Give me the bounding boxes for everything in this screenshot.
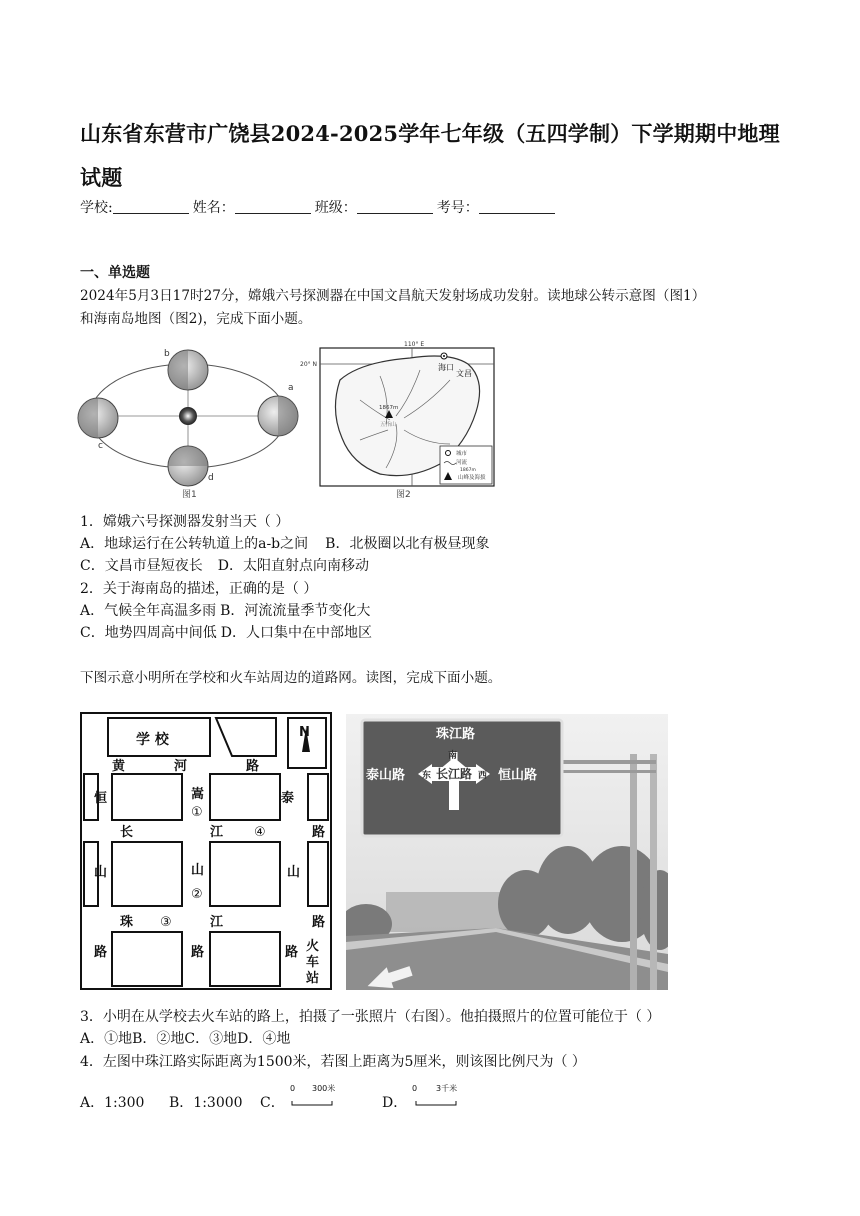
number-blank[interactable] (479, 199, 555, 214)
huanghe-road-char-2: 河 (174, 759, 188, 774)
label-a: a (288, 383, 294, 393)
huanghe-road-char-3: 路 (246, 759, 260, 774)
songshan-road-char-2: 山 (191, 863, 205, 878)
figure-1-caption: 图1 (182, 490, 197, 500)
intro-1-line-2: 和海南岛地图（图2)，完成下面小题。 (80, 311, 312, 327)
intro-1-line-1: 2024年5月3日17时27分，嫦娥六号探测器在中国文昌航天发射场成功发射。读地球公转示意图（图1） (80, 288, 706, 304)
station-char-1: 火 (306, 939, 320, 954)
taishan-road-char-1: 泰 (281, 791, 295, 806)
q2-options-row1 (80, 600, 370, 622)
songshan-road-char-1: 嵩 (191, 787, 205, 802)
station-char-2: 车 (306, 955, 320, 970)
q2-option-a[interactable]: A．气候全年高温多雨 (80, 603, 217, 619)
peak-name: 五指山 (380, 422, 397, 428)
sign-left-label: 泰山路 (366, 768, 406, 783)
zhujiang-road-char-3: 路 (312, 915, 326, 930)
hengshan-road-char-3: 路 (94, 945, 108, 960)
class-label: 班级： (314, 200, 357, 216)
q2-option-b[interactable]: B．河流流量季节变化大 (220, 603, 371, 619)
sign-pole (630, 754, 637, 990)
class-blank[interactable] (357, 199, 433, 214)
figure-1-earth-revolution (76, 340, 306, 502)
q4-stem: 4．左图中珠江路实际距离为1500米，若图上距离为5厘米，则该图比例尺为（ ） (80, 1054, 586, 1070)
changjiang-road-char-1: 长 (120, 825, 134, 840)
number-label: 考号： (436, 200, 479, 216)
scale-d-label: 3千米 (436, 1084, 458, 1093)
name-label: 姓名： (192, 200, 235, 216)
q4-option-a[interactable]: A．1:300 (80, 1095, 145, 1111)
school-label: 学 校 (136, 732, 169, 748)
q2-option-c[interactable]: C．地势四周高中间低 (80, 625, 217, 641)
longitude-label: 110° E (404, 341, 425, 348)
q1-option-c[interactable]: C．文昌市昼短夜长 (80, 558, 203, 574)
road-network-map (80, 712, 332, 990)
q1-options-row1 (80, 533, 489, 555)
q3-option-b[interactable]: B．②地 (132, 1031, 185, 1047)
hengshan-road-char-1: 恒 (94, 791, 108, 806)
point-4: ④ (254, 825, 266, 840)
student-info-line (80, 197, 559, 219)
q2-options-row2 (80, 622, 372, 644)
zhujiang-road-char-1: 珠 (120, 915, 134, 930)
sun-icon (179, 407, 197, 425)
title-line-2: 试题 (80, 165, 123, 190)
huanghe-road-char-1: 黄 (112, 759, 126, 774)
taishan-road-char-3: 路 (285, 945, 299, 960)
q3-option-c[interactable]: C．③地 (184, 1031, 238, 1047)
sign-center-label: 长江路 (436, 767, 473, 781)
q3-stem: 3．小明在从学校去火车站的路上，拍摄了一张照片（右图）。他拍摄照片的位置可能位于（ ） (80, 1009, 661, 1025)
legend-peak-elevation: 1867m (460, 468, 476, 473)
q1-stem: 1．嫦娥六号探测器发射当天（ ） (80, 514, 290, 530)
q3-option-a[interactable]: A．①地 (80, 1031, 133, 1047)
q1-option-a[interactable]: A．地球运行在公转轨道上的a-b之间 (80, 536, 309, 552)
q2-option-d[interactable]: D．人口集中在中部地区 (220, 625, 372, 641)
sign-right-label: 恒山路 (498, 768, 538, 783)
q2-stem: 2．关于海南岛的描述，正确的是（ ） (80, 581, 318, 597)
zhujiang-road-char-2: 江 (210, 915, 224, 930)
taishan-road-char-2: 山 (287, 865, 301, 880)
legend-city-label: 城市 (456, 451, 468, 457)
q1-option-d[interactable]: D．太阳直射点向南移动 (217, 558, 369, 574)
legend-city-icon (446, 451, 451, 456)
q1-option-b[interactable]: B．北极圈以北有极昼现象 (325, 536, 490, 552)
label-b: b (164, 349, 170, 359)
q1-options-row2 (80, 555, 369, 577)
label-d: d (208, 473, 214, 483)
school-blank[interactable] (113, 199, 189, 214)
label-c: c (98, 441, 103, 451)
q4-option-c-scale-bar (288, 1080, 344, 1110)
station-char-3: 站 (306, 971, 320, 986)
point-2: ② (191, 887, 203, 902)
sign-south-label: 南 (448, 751, 458, 761)
sign-west-label: 西 (478, 771, 488, 781)
legend-peak-label: 山峰及海拔 (458, 475, 486, 481)
q4-option-c[interactable]: C． (260, 1095, 285, 1111)
changjiang-road-char-3: 路 (312, 825, 326, 840)
sign-east-label: 东 (422, 771, 432, 781)
q4-option-d-scale-bar (410, 1080, 470, 1110)
name-blank[interactable] (235, 199, 311, 214)
point-1: ① (191, 805, 203, 820)
peak-elevation: 1867m (379, 405, 399, 411)
wenchang-label: 文昌 (456, 369, 472, 378)
latitude-label: 20° N (300, 361, 318, 368)
page-title (80, 112, 800, 200)
songshan-road-char-3: 路 (191, 945, 205, 960)
legend-river-label: 河流 (456, 460, 468, 466)
changjiang-road-char-2: 江 (210, 825, 224, 840)
q4-option-b[interactable]: B．1:3000 (169, 1095, 243, 1111)
q3-option-d[interactable]: D．④地 (237, 1031, 291, 1047)
q3-options (80, 1028, 290, 1050)
road-sign-photo (346, 714, 668, 990)
figure-2-caption: 图2 (396, 490, 411, 500)
north-label: N (299, 725, 310, 740)
scale-c-label: 300米 (312, 1084, 336, 1093)
scale-d-zero: 0 (412, 1084, 418, 1093)
school-label: 学校: (80, 200, 113, 216)
intro-2: 下图示意小明所在学校和火车站周边的道路网。读图，完成下面小题。 (80, 670, 502, 686)
title-line-1: 山东省东营市广饶县2024-2025学年七年级（五四学制）下学期期中地理 (80, 121, 780, 146)
sign-top-label: 珠江路 (436, 727, 476, 742)
scale-c-zero: 0 (290, 1084, 296, 1093)
haikou-label: 海口 (438, 363, 454, 372)
hengshan-road-char-2: 山 (94, 865, 108, 880)
section-heading: 一、单选题 (80, 265, 150, 281)
q4-option-d[interactable]: D． (382, 1095, 408, 1111)
point-3: ③ (160, 915, 172, 930)
figure-2-hainan-map (300, 340, 500, 502)
